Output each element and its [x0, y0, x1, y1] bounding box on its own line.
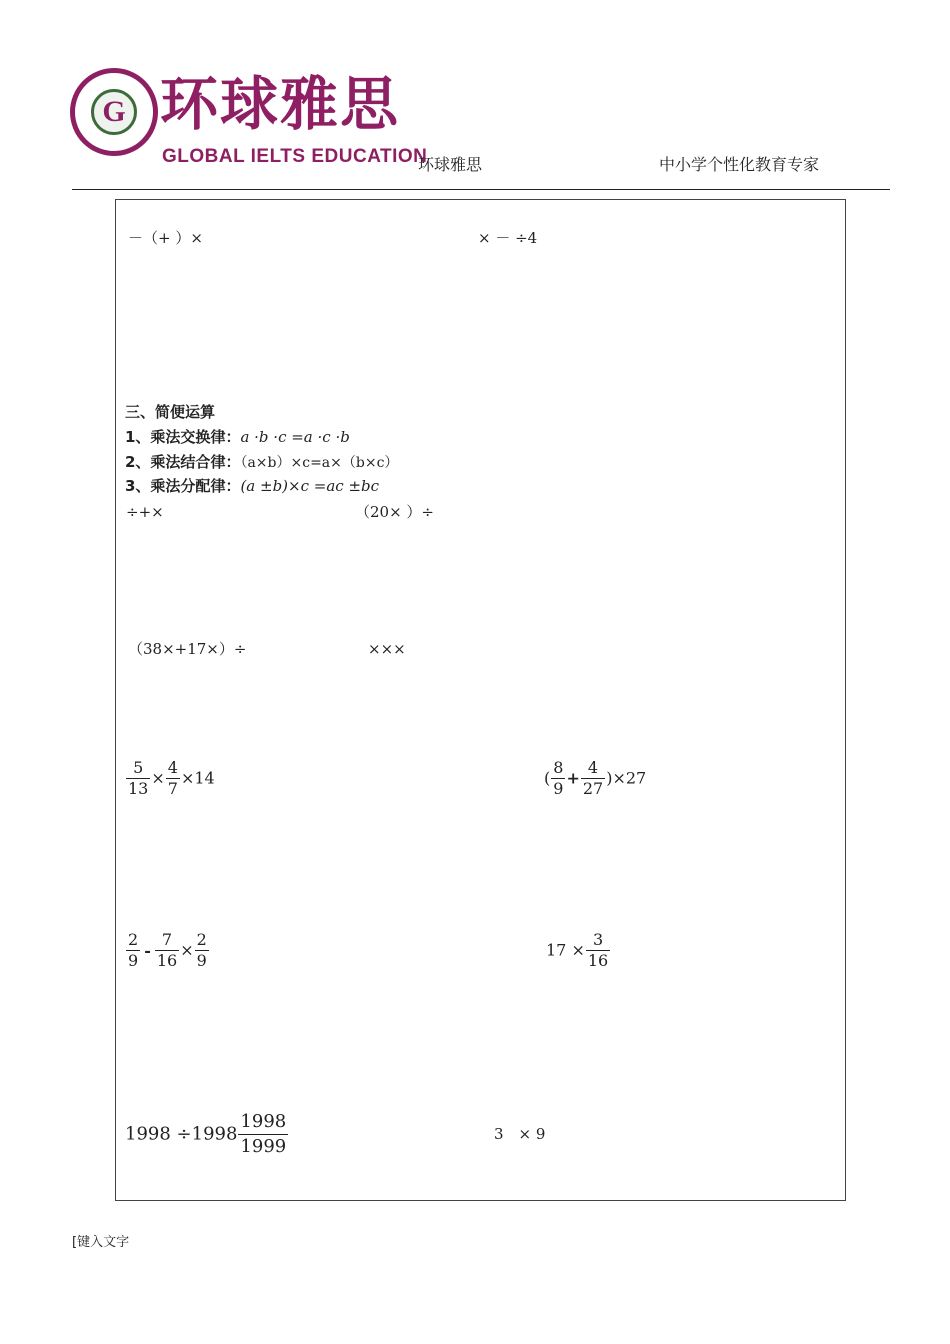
problem-4: ×××: [368, 640, 406, 658]
problem-1: ÷+×: [126, 503, 164, 521]
law-distributive: [125, 476, 379, 496]
footer-placeholder[interactable]: [键入文字: [72, 1235, 130, 1250]
problem-3: （38×+17×）÷: [128, 640, 247, 658]
problem-top-right: × － ÷4: [478, 229, 538, 247]
law-associative: [125, 452, 398, 473]
fraction-problem-3: $\frac{2}{9}$ - $\frac{7}{16}$ × $\frac{2}{9}$: [128, 930, 207, 970]
brand-name-cn: 环球雅思: [160, 70, 401, 138]
law-formula: a ·b ·c =a ·c ·b: [240, 428, 350, 446]
brand-name-en: GLOBAL IELTS EDUCATION: [162, 146, 428, 167]
fraction: $\frac{7}{16}$: [156, 930, 178, 970]
law-label: 2、乘法结合律：: [125, 453, 241, 471]
fraction-problem-1: $\frac{5}{13}$ × $\frac{4}{7}$ ×14: [128, 758, 215, 798]
fraction-problem-2: ( $\frac{8}{9}$ + $\frac{4}{27}$ )×27: [544, 758, 647, 798]
header-site-name: 环球雅思: [418, 155, 483, 174]
fraction: $\frac{3}{16}$: [587, 930, 609, 970]
law-formula: (a ±b)×c =ac ±bc: [240, 477, 380, 495]
fraction: $\frac{2}{9}$: [196, 930, 207, 970]
fraction-problem-5: 1998 ÷1998 $\frac{1998}{1999}$: [125, 1111, 287, 1157]
fraction: $\frac{2}{9}$: [128, 930, 139, 970]
header-divider: [72, 189, 890, 190]
section-title: 三、简便运算: [125, 403, 216, 421]
logo-letter: G: [91, 89, 137, 135]
logo-emblem: [70, 68, 158, 156]
content-frame: [115, 199, 846, 1201]
fraction: $\frac{5}{13}$: [128, 758, 149, 798]
problem-top-left: －（+ ）×: [128, 229, 203, 247]
problem-6: 3 × 9: [494, 1125, 546, 1143]
fraction: $\frac{1998}{1999}$: [240, 1111, 287, 1157]
fraction: $\frac{8}{9}$: [553, 758, 564, 798]
law-label: 1、乘法交换律：: [125, 428, 241, 446]
problem-2: （20× ）÷: [355, 503, 434, 521]
law-formula: （a×b）×c=a×（b×c）: [240, 455, 399, 471]
header-slogan: 中小学个性化教育专家: [659, 155, 820, 174]
law-label: 3、乘法分配律：: [125, 477, 241, 495]
fraction: $\frac{4}{27}$: [582, 758, 604, 798]
fraction: $\frac{4}{7}$: [167, 758, 178, 798]
fraction-problem-4: 17 × $\frac{3}{16}$: [546, 930, 609, 970]
law-commutative: [125, 427, 350, 447]
